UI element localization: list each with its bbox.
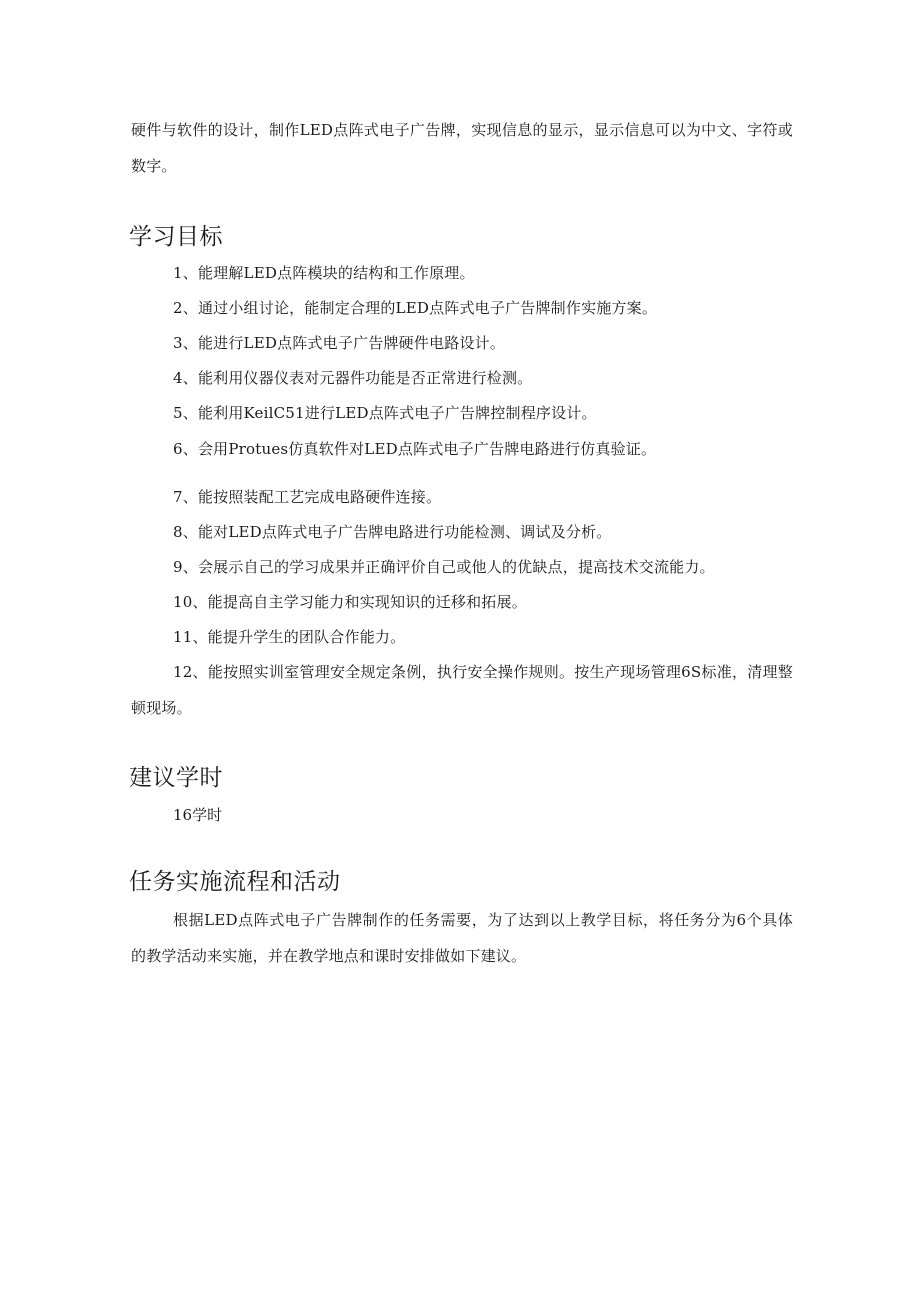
objective-item-4: 4、能利用仪器仪表对元器件功能是否正常进行检测。 <box>173 369 533 387</box>
intro-paragraph: 硬件与软件的设计，制作LED点阵式电子广告牌，实现信息的显示，显示信息可以为中文、字符或数字。 <box>131 121 793 175</box>
objective-item-10: 10、能提高自主学习能力和实现知识的迁移和拓展。 <box>173 593 527 611</box>
objective-item-2: 2、通过小组讨论，能制定合理的LED点阵式电子广告牌制作实施方案。 <box>173 299 658 317</box>
objective-item-7: 7、能按照装配工艺完成电路硬件连接。 <box>173 488 442 506</box>
objective-item-12: 12、能按照实训室管理安全规定条例，执行安全操作规则。按生产现场管理6S标准，清理整顿现场。 <box>131 663 793 717</box>
objective-item-6: 6、会用Protues仿真软件对LED点阵式电子广告牌电路进行仿真验证。 <box>173 440 657 458</box>
objective-item-8: 8、能对LED点阵式电子广告牌电路进行功能检测、调试及分析。 <box>173 523 612 541</box>
objective-item-9: 9、会展示自己的学习成果并正确评价自己或他人的优缺点，提高技术交流能力。 <box>173 558 715 576</box>
objective-item-3: 3、能进行LED点阵式电子广告牌硬件电路设计。 <box>173 334 506 352</box>
hours-value: 16学时 <box>173 806 223 824</box>
objective-item-5: 5、能利用KeilC51进行LED点阵式电子广告牌控制程序设计。 <box>173 404 597 422</box>
process-heading: 任务实施流程和活动 <box>129 869 341 895</box>
hours-heading: 建议学时 <box>129 765 223 791</box>
objective-item-11: 11、能提升学生的团队合作能力。 <box>173 628 406 646</box>
objectives-heading: 学习目标 <box>129 224 223 250</box>
process-paragraph: 根据LED点阵式电子广告牌制作的任务需要，为了达到以上教学目标，将任务分为6个具体的教学活动来实施，并在教学地点和课时安排做如下建议。 <box>131 911 793 965</box>
objective-item-1: 1、能理解LED点阵模块的结构和工作原理。 <box>173 264 475 282</box>
